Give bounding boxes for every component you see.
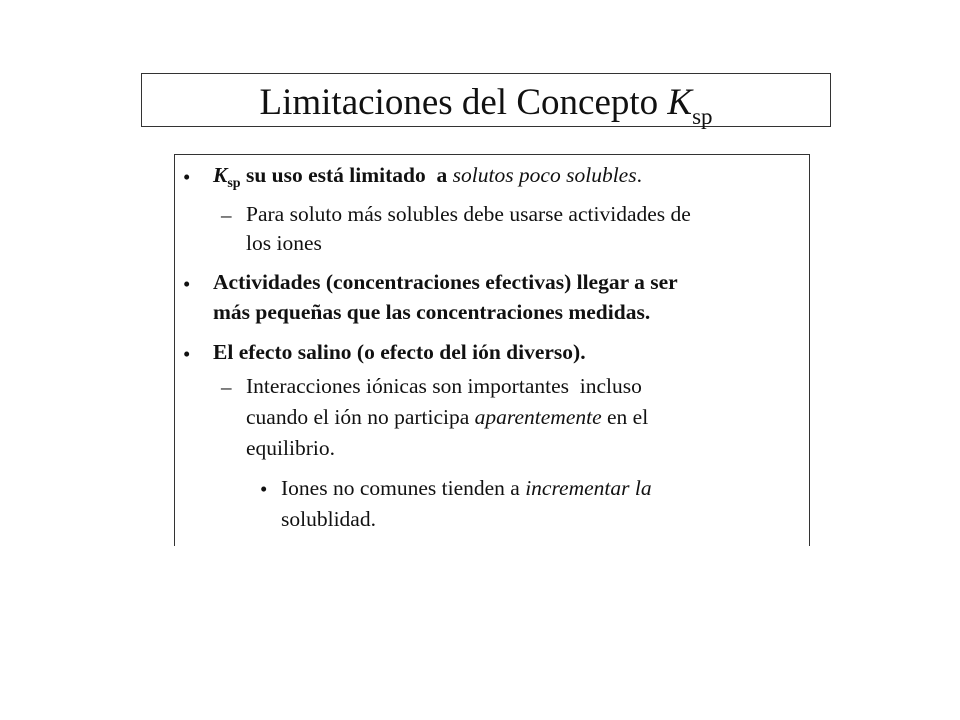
subitem-3-line-3: equilibrio. (246, 436, 335, 460)
dash-marker-1: – (221, 203, 232, 227)
subsubitem-line-2: solublidad. (281, 507, 376, 531)
bullet-marker-1: • (183, 165, 191, 189)
dash-marker-2: – (221, 375, 232, 399)
subsubitem-line-1-a: Iones no comunes tienden a (281, 476, 526, 500)
bullet-1-end: . (636, 163, 642, 187)
subitem-1-line-1: Para soluto más solubles debe usarse actividades de (246, 202, 691, 226)
bullet-1-k-subscript: sp (227, 176, 241, 191)
subsubitem-line-1-italic: incrementar la (525, 476, 652, 500)
subitem-3-line-2-b: en el (601, 405, 649, 429)
bullet-1-k-symbol: K (213, 163, 228, 187)
title-k-subscript: sp (692, 103, 713, 129)
subbullet-marker-1: • (260, 477, 268, 501)
subitem-3-line-2-a: cuando el ión no participa (246, 405, 475, 429)
subitem-3-line-2-italic: aparentemente (474, 405, 602, 429)
content-box (174, 154, 810, 546)
title-prefix: Limitaciones del Concepto (259, 81, 668, 123)
bullet-marker-2: • (183, 272, 191, 296)
title-box (141, 73, 831, 127)
slide-title (259, 81, 713, 129)
bullet-3-text: El efecto salino (o efecto del ión diverso). (213, 340, 586, 364)
subitem-1-line-2: los iones (246, 231, 322, 255)
subsubitem-line-1 (281, 478, 652, 500)
bullet-2-line-1: Actividades (concentraciones efectivas) llegar a ser (213, 270, 678, 294)
bullet-2-line-2: más pequeñas que las concentraciones medidas. (213, 300, 651, 324)
subitem-3-line-2 (246, 407, 648, 429)
title-k-symbol: K (667, 81, 693, 123)
bullet-1-italic: solutos poco solubles (452, 163, 637, 187)
subitem-3-line-1: Interacciones iónicas son importantes incluso (246, 374, 642, 398)
bullet-1-text (213, 163, 642, 191)
bullet-marker-3: • (183, 342, 191, 366)
bullet-1-main: su uso está limitado a (240, 163, 453, 187)
